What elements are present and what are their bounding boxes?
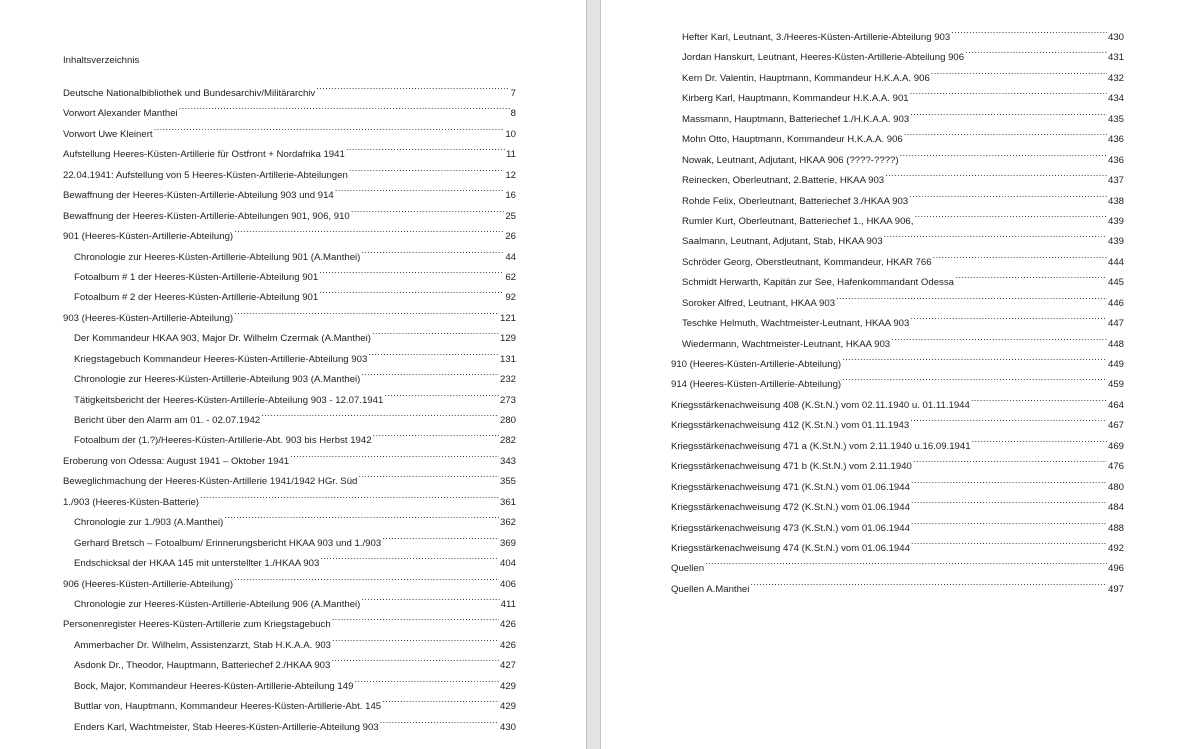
toc-entry[interactable] xyxy=(63,264,516,284)
toc-entry[interactable] xyxy=(671,474,1124,494)
toc-entry-label: Reinecken, Oberleutnant, 2.Batterie, HKAA 903 xyxy=(682,175,885,187)
toc-list-right xyxy=(671,24,1124,596)
toc-entry[interactable] xyxy=(671,106,1124,126)
dot-leader xyxy=(884,228,1107,244)
dot-leader xyxy=(358,468,499,484)
toc-entry-page-number: 411 xyxy=(500,598,516,610)
dot-leader xyxy=(914,208,1107,224)
toc-entry-label: Kern Dr. Valentin, Hauptmann, Kommandeur H.K.A.A. 906 xyxy=(682,72,930,84)
dot-leader xyxy=(234,305,499,321)
toc-entry-page-number: 273 xyxy=(499,394,516,406)
toc-entry-label: Massmann, Hauptmann, Batteriechef 1./H.K.A.A. 903 xyxy=(682,113,910,125)
toc-entry-page-number: 404 xyxy=(499,558,516,570)
dot-leader xyxy=(200,489,499,505)
toc-entry-page-number: 437 xyxy=(1107,175,1124,187)
dot-leader xyxy=(335,182,505,198)
toc-entry-label: Schröder Georg, Oberstleutnant, Kommandeur, HKAR 766 xyxy=(682,256,932,268)
dot-leader xyxy=(332,611,499,627)
dot-leader xyxy=(372,325,499,341)
dot-leader xyxy=(933,249,1107,265)
toc-entry[interactable] xyxy=(671,392,1124,412)
toc-entry[interactable] xyxy=(63,80,516,100)
toc-entry-page-number: 427 xyxy=(499,660,516,672)
toc-entry[interactable] xyxy=(671,555,1124,575)
dot-leader xyxy=(931,65,1107,81)
toc-entry-label: Schmidt Herwarth, Kapitän zur See, Hafenkommandant Odessa xyxy=(682,277,954,289)
toc-entry[interactable] xyxy=(671,494,1124,514)
toc-entry-page-number: 8 xyxy=(510,108,516,120)
toc-entry-label: Bock, Major, Kommandeur Heeres-Küsten-Artillerie-Abteilung 149 xyxy=(74,680,354,692)
toc-entry-label: Soroker Alfred, Leutnant, HKAA 903 xyxy=(682,297,836,309)
toc-entry[interactable] xyxy=(63,325,516,345)
toc-entry-label: Fotoalbum # 1 der Heeres-Küsten-Artillerie-Abteilung 901 xyxy=(74,271,319,283)
toc-entry-label: Kriegsstärkenachweisung 412 (K.St.N.) vom 01.11.1943 xyxy=(671,420,910,432)
toc-entry-page-number: 44 xyxy=(505,251,516,263)
toc-entry-page-number: 492 xyxy=(1107,542,1124,554)
toc-entry-page-number: 121 xyxy=(499,312,516,324)
dot-leader xyxy=(319,264,504,280)
toc-entry[interactable] xyxy=(671,269,1124,289)
toc-entry[interactable] xyxy=(63,305,516,325)
toc-entry-page-number: 496 xyxy=(1107,563,1124,575)
page-gap xyxy=(586,0,601,749)
toc-entry-label: Kirberg Karl, Hauptmann, Kommandeur H.K.A.A. 901 xyxy=(682,93,909,105)
dot-leader xyxy=(971,392,1107,408)
toc-entry-label: Chronologie zur Heeres-Küsten-Artillerie-Abteilung 901 (A.Manthei) xyxy=(74,251,361,263)
toc-entry-page-number: 361 xyxy=(499,496,516,508)
toc-entry[interactable] xyxy=(63,591,516,611)
toc-entry-label: Aufstellung Heeres-Küsten-Artillerie für Ostfront + Nordafrika 1941 xyxy=(63,149,345,161)
toc-entry-label: Asdonk Dr., Theodor, Hauptmann, Batteriechef 2./HKAA 903 xyxy=(74,660,331,672)
dot-leader xyxy=(705,555,1107,571)
dot-leader xyxy=(319,284,504,300)
toc-entry[interactable] xyxy=(63,611,516,631)
toc-entry[interactable] xyxy=(63,141,516,161)
toc-entry-label: Rohde Felix, Oberleutnant, Batteriechef 3./HKAA 903 xyxy=(682,195,909,207)
dot-leader xyxy=(290,448,499,464)
dot-leader xyxy=(332,632,499,648)
toc-entry-page-number: 369 xyxy=(499,537,516,549)
toc-entry[interactable] xyxy=(63,182,516,202)
dot-leader xyxy=(972,433,1107,449)
toc-entry-label: Hefter Karl, Leutnant, 3./Heeres-Küsten-Artillerie-Abteilung 903 xyxy=(682,32,951,43)
dot-leader xyxy=(842,371,1107,387)
toc-entry-page-number: 431 xyxy=(1107,52,1124,64)
toc-entry-label: Jordan Hanskurt, Leutnant, Heeres-Küsten-Artillerie-Abteilung 906 xyxy=(682,52,965,64)
toc-list-left xyxy=(63,80,516,734)
toc-entry[interactable] xyxy=(63,121,516,141)
dot-leader xyxy=(910,85,1107,101)
dot-leader xyxy=(224,509,499,525)
toc-entry-page-number: 129 xyxy=(499,333,516,345)
dot-leader xyxy=(320,550,499,566)
toc-entry-label: Fotoalbum der (1.?)/Heeres-Küsten-Artillerie-Abt. 903 bis Herbst 1942 xyxy=(74,435,372,447)
toc-entry-label: 901 (Heeres-Küsten-Artillerie-Abteilung) xyxy=(63,231,234,243)
toc-entry-page-number: 484 xyxy=(1107,502,1124,514)
dot-leader xyxy=(909,188,1107,204)
dot-leader xyxy=(351,203,505,219)
dot-leader xyxy=(373,427,499,443)
toc-entry-page-number: 459 xyxy=(1107,379,1124,391)
dot-leader xyxy=(842,351,1107,367)
toc-entry-label: 903 (Heeres-Küsten-Artillerie-Abteilung) xyxy=(63,312,234,324)
toc-entry[interactable] xyxy=(63,489,516,509)
toc-entry-label: Kriegstagebuch Kommandeur Heeres-Küsten-Artillerie-Abteilung 903 xyxy=(74,353,368,365)
dot-leader xyxy=(965,44,1107,60)
toc-entry-label: Chronologie zur Heeres-Küsten-Artillerie-Abteilung 903 (A.Manthei) xyxy=(74,374,361,386)
toc-entry-page-number: 232 xyxy=(499,374,516,386)
toc-entry[interactable] xyxy=(63,346,516,366)
toc-entry-page-number: 439 xyxy=(1107,236,1124,248)
dot-leader xyxy=(885,167,1107,183)
dot-leader xyxy=(911,535,1107,551)
dot-leader xyxy=(368,346,499,362)
dot-leader xyxy=(911,515,1107,531)
toc-entry-page-number: 429 xyxy=(499,680,516,692)
toc-entry[interactable] xyxy=(671,433,1124,453)
dot-leader xyxy=(261,407,499,423)
toc-entry-page-number: 488 xyxy=(1107,522,1124,534)
dot-leader xyxy=(384,387,499,403)
toc-entry-label: Bewaffnung der Heeres-Küsten-Artillerie-Abteilungen 901, 906, 910 xyxy=(63,210,350,222)
toc-entry-page-number: 280 xyxy=(499,415,516,426)
dot-leader xyxy=(382,693,499,709)
toc-entry[interactable] xyxy=(63,509,516,529)
toc-entry[interactable] xyxy=(671,85,1124,105)
dot-leader xyxy=(951,24,1107,40)
toc-entry[interactable] xyxy=(63,203,516,223)
toc-entry-page-number: 469 xyxy=(1107,440,1124,452)
toc-entry-page-number: 10 xyxy=(505,128,516,140)
dot-leader xyxy=(911,474,1107,490)
toc-entry[interactable] xyxy=(671,412,1124,432)
toc-heading: Inhaltsverzeichnis xyxy=(63,55,140,66)
toc-entry-label: 22.04.1941: Aufstellung von 5 Heeres-Küsten-Artillerie-Abteilungen xyxy=(63,169,348,181)
toc-entry[interactable] xyxy=(671,331,1124,351)
dot-leader xyxy=(354,673,499,689)
toc-entry[interactable] xyxy=(671,208,1124,228)
dot-leader xyxy=(234,223,504,239)
toc-entry[interactable] xyxy=(671,310,1124,330)
toc-entry[interactable] xyxy=(671,371,1124,391)
toc-entry-page-number: 439 xyxy=(1107,215,1124,227)
toc-entry-label: Eroberung von Odessa: August 1941 – Oktober 1941 xyxy=(63,455,290,467)
toc-entry-page-number: 362 xyxy=(499,517,516,529)
dot-leader xyxy=(904,126,1107,142)
dot-leader xyxy=(331,652,499,668)
toc-entry-page-number: 426 xyxy=(499,619,516,631)
toc-entry-page-number: 467 xyxy=(1107,420,1124,432)
toc-entry-label: 910 (Heeres-Küsten-Artillerie-Abteilung) xyxy=(671,359,842,370)
toc-entry-page-number: 464 xyxy=(1107,399,1124,411)
toc-entry[interactable] xyxy=(63,448,516,468)
dot-leader xyxy=(361,366,499,382)
toc-entry[interactable] xyxy=(63,100,516,120)
toc-entry[interactable] xyxy=(671,126,1124,146)
dot-leader xyxy=(911,494,1107,510)
toc-entry[interactable] xyxy=(63,162,516,182)
toc-entry[interactable] xyxy=(63,366,516,386)
toc-entry-page-number: 434 xyxy=(1107,93,1124,105)
toc-entry-page-number: 447 xyxy=(1107,318,1124,330)
toc-entry-label: Endschicksal der HKAA 145 mit unterstellter 1./HKAA 903 xyxy=(74,558,320,570)
toc-entry-label: Gerhard Bretsch – Fotoalbum/ Erinnerungsbericht HKAA 903 und 1./903 xyxy=(74,537,382,549)
toc-entry[interactable] xyxy=(671,44,1124,64)
toc-entry-page-number: 92 xyxy=(505,292,516,304)
dot-leader xyxy=(836,290,1107,306)
toc-entry[interactable] xyxy=(671,147,1124,167)
toc-entry-label: Quellen xyxy=(671,563,705,575)
toc-entry[interactable] xyxy=(671,167,1124,187)
toc-entry-page-number: 343 xyxy=(499,455,516,467)
toc-entry[interactable] xyxy=(671,351,1124,371)
toc-entry-page-number: 282 xyxy=(499,435,516,447)
dot-leader xyxy=(955,269,1107,285)
toc-entry[interactable] xyxy=(63,550,516,570)
toc-entry-page-number: 62 xyxy=(505,271,516,283)
toc-entry[interactable] xyxy=(63,468,516,488)
toc-entry-page-number: 497 xyxy=(1107,583,1124,595)
toc-entry[interactable] xyxy=(671,515,1124,535)
toc-entry-label: Fotoalbum # 2 der Heeres-Küsten-Artillerie-Abteilung 901 xyxy=(74,292,319,304)
toc-entry-label: Kriegsstärkenachweisung 471 (K.St.N.) vom 01.06.1944 xyxy=(671,481,910,493)
dot-leader xyxy=(154,121,505,137)
toc-entry[interactable] xyxy=(671,535,1124,555)
toc-entry-label: Saalmann, Leutnant, Adjutant, Stab, HKAA 903 xyxy=(682,236,883,248)
toc-entry-page-number: 12 xyxy=(505,169,516,181)
toc-entry[interactable] xyxy=(63,284,516,304)
toc-entry-page-number: 426 xyxy=(499,639,516,651)
toc-entry-label: Kriegsstärkenachweisung 471 a (K.St.N.) vom 2.11.1940 u.16.09.1941 xyxy=(671,440,971,452)
toc-entry-page-number: 26 xyxy=(505,231,516,243)
toc-entry[interactable] xyxy=(671,24,1124,44)
dot-leader xyxy=(910,310,1107,326)
toc-entry[interactable] xyxy=(63,693,516,713)
toc-entry-label: Vorwort Uwe Kleinert xyxy=(63,128,153,140)
toc-entry-label: Personenregister Heeres-Küsten-Artillerie zum Kriegstagebuch xyxy=(63,619,331,631)
document-page-right xyxy=(601,0,1186,749)
toc-entry-page-number: 11 xyxy=(506,149,516,161)
toc-entry-label: Tätigkeitsbericht der Heeres-Küsten-Artillerie-Abteilung 903 - 12.07.1941 xyxy=(74,394,384,406)
dot-leader xyxy=(900,147,1107,163)
toc-entry-label: Bewaffnung der Heeres-Küsten-Artillerie-Abteilung 903 und 914 xyxy=(63,190,334,202)
dot-leader xyxy=(316,80,509,96)
toc-entry[interactable] xyxy=(63,673,516,693)
toc-entry-label: Enders Karl, Wachtmeister, Stab Heeres-Küsten-Artillerie-Abteilung 903 xyxy=(74,721,379,733)
dot-leader xyxy=(910,412,1107,428)
toc-entry[interactable] xyxy=(63,632,516,652)
toc-entry-page-number: 355 xyxy=(499,476,516,488)
toc-entry-label: Wiedermann, Wachtmeister-Leutnant, HKAA 903 xyxy=(682,338,891,350)
dot-leader xyxy=(910,106,1107,122)
dot-leader xyxy=(382,530,499,546)
toc-entry-label: Quellen A.Manthei xyxy=(671,583,750,595)
toc-entry-page-number: 435 xyxy=(1107,113,1124,125)
toc-entry-page-number: 430 xyxy=(1107,32,1124,43)
toc-entry-label: Kriegsstärkenachweisung 473 (K.St.N.) vom 01.06.1944 xyxy=(671,522,910,534)
dot-leader xyxy=(913,453,1107,469)
toc-entry-label: Kriegsstärkenachweisung 471 b (K.St.N.) vom 2.11.1940 xyxy=(671,461,912,473)
toc-entry-page-number: 406 xyxy=(499,578,516,590)
toc-entry-page-number: 444 xyxy=(1107,256,1124,268)
toc-entry-page-number: 480 xyxy=(1107,481,1124,493)
toc-entry-label: 1./903 (Heeres-Küsten-Batterie) xyxy=(63,496,199,508)
toc-entry-label: Deutsche Nationalbibliothek und Bundesarchiv/Militärarchiv xyxy=(63,88,316,99)
toc-entry-label: Ammerbacher Dr. Wilhelm, Assistenzarzt, Stab H.K.A.A. 903 xyxy=(74,639,331,651)
toc-entry[interactable] xyxy=(63,387,516,407)
toc-entry[interactable] xyxy=(63,427,516,447)
dot-leader xyxy=(380,714,499,730)
dot-leader xyxy=(750,576,1107,592)
toc-entry[interactable] xyxy=(671,453,1124,473)
toc-entry-label: Rumler Kurt, Oberleutnant, Batteriechef 1., HKAA 906, xyxy=(682,215,914,227)
toc-entry-page-number: 7 xyxy=(510,88,516,99)
dot-leader xyxy=(361,591,499,607)
toc-entry-label: 906 (Heeres-Küsten-Artillerie-Abteilung) xyxy=(63,578,234,590)
toc-entry[interactable] xyxy=(671,188,1124,208)
dot-leader xyxy=(349,162,505,178)
toc-entry[interactable] xyxy=(671,249,1124,269)
toc-entry-label: Chronologie zur 1./903 (A.Manthei) xyxy=(74,517,224,529)
toc-entry[interactable] xyxy=(63,223,516,243)
toc-entry-label: Chronologie zur Heeres-Küsten-Artillerie-Abteilung 906 (A.Manthei) xyxy=(74,598,361,610)
toc-entry-page-number: 446 xyxy=(1107,297,1124,309)
toc-entry-page-number: 448 xyxy=(1107,338,1124,350)
toc-entry-label: Kriegsstärkenachweisung 472 (K.St.N.) vom 01.06.1944 xyxy=(671,502,910,514)
toc-entry-page-number: 449 xyxy=(1107,359,1124,370)
toc-entry[interactable] xyxy=(63,571,516,591)
dot-leader xyxy=(234,571,499,587)
dot-leader xyxy=(346,141,505,157)
toc-entry-label: Vorwort Alexander Manthei xyxy=(63,108,178,120)
toc-entry-label: Teschke Helmuth, Wachtmeister-Leutnant, HKAA 903 xyxy=(682,318,910,330)
toc-entry-page-number: 436 xyxy=(1107,134,1124,146)
toc-entry-label: Kriegsstärkenachweisung 408 (K.St.N.) vom 02.11.1940 u. 01.11.1944 xyxy=(671,399,970,411)
toc-entry-label: Buttlar von, Hauptmann, Kommandeur Heeres-Küsten-Artillerie-Abt. 145 xyxy=(74,701,382,713)
toc-entry[interactable] xyxy=(63,714,516,734)
toc-entry[interactable] xyxy=(671,228,1124,248)
toc-entry-page-number: 430 xyxy=(499,721,516,733)
document-page-left xyxy=(0,0,586,749)
toc-entry-label: Mohn Otto, Hauptmann, Kommandeur H.K.A.A. 906 xyxy=(682,134,903,146)
toc-entry[interactable] xyxy=(63,530,516,550)
toc-entry[interactable] xyxy=(671,290,1124,310)
toc-entry-page-number: 445 xyxy=(1107,277,1124,289)
toc-entry-page-number: 429 xyxy=(499,701,516,713)
toc-entry-label: Nowak, Leutnant, Adjutant, HKAA 906 (????-????) xyxy=(682,154,899,166)
dot-leader xyxy=(179,100,510,116)
toc-entry-page-number: 432 xyxy=(1107,72,1124,84)
dot-leader xyxy=(361,244,504,260)
toc-entry-label: Der Kommandeur HKAA 903, Major Dr. Wilhelm Czermak (A.Manthei) xyxy=(74,333,371,345)
toc-entry-page-number: 476 xyxy=(1107,461,1124,473)
toc-entry-page-number: 131 xyxy=(499,353,516,365)
toc-entry[interactable] xyxy=(671,65,1124,85)
toc-entry-label: 914 (Heeres-Küsten-Artillerie-Abteilung) xyxy=(671,379,842,391)
dot-leader xyxy=(891,331,1107,347)
toc-entry[interactable] xyxy=(63,652,516,672)
toc-entry[interactable] xyxy=(63,244,516,264)
toc-entry-page-number: 25 xyxy=(505,210,516,222)
toc-entry-page-number: 16 xyxy=(505,190,516,202)
toc-entry-page-number: 436 xyxy=(1107,154,1124,166)
toc-entry-label: Beweglichmachung der Heeres-Küsten-Artillerie 1941/1942 HGr. Süd xyxy=(63,476,358,488)
toc-entry[interactable] xyxy=(671,576,1124,596)
toc-entry-label: Kriegsstärkenachweisung 474 (K.St.N.) vom 01.06.1944 xyxy=(671,542,910,554)
toc-entry-page-number: 438 xyxy=(1107,195,1124,207)
toc-entry-label: Bericht über den Alarm am 01. - 02.07.1942 xyxy=(74,415,261,426)
toc-entry[interactable] xyxy=(63,407,516,427)
